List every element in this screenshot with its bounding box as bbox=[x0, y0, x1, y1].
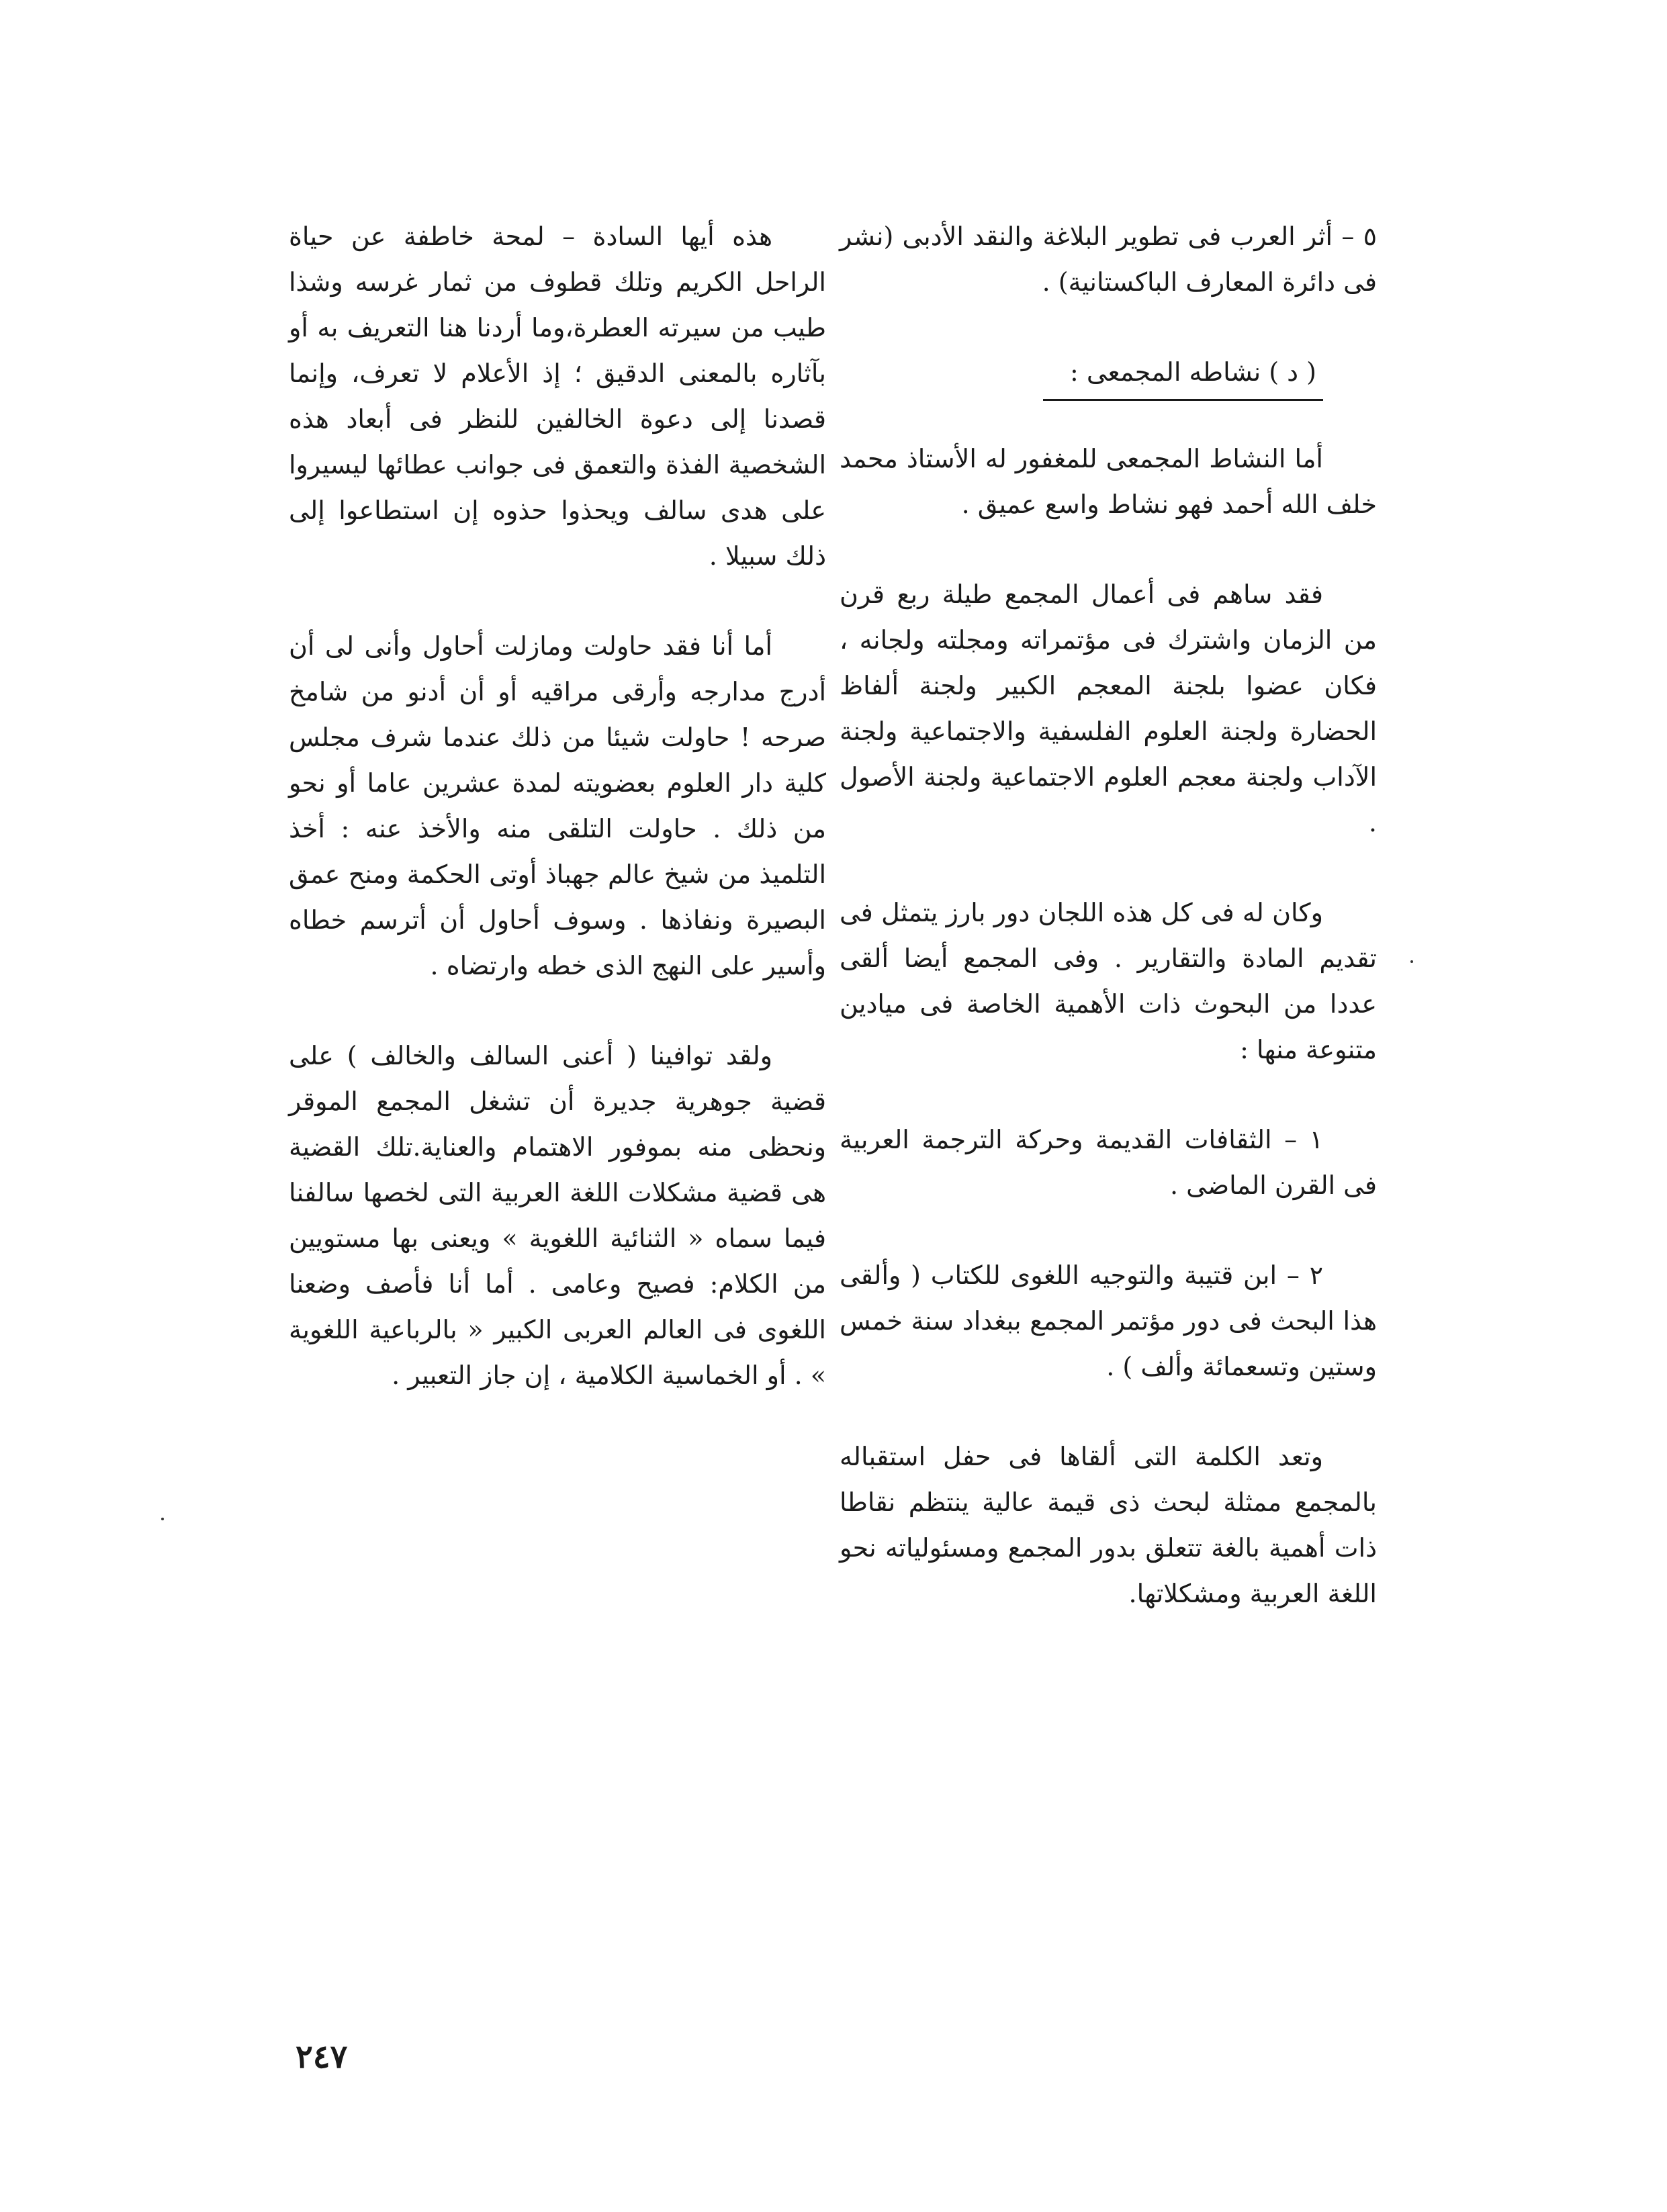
scan-speck bbox=[161, 1518, 164, 1520]
right-column bbox=[840, 214, 1377, 1661]
section-heading-wrap bbox=[840, 349, 1377, 401]
list-item-5: ٥ – أثر العرب فى تطوير البلاغة والنقد الأدبى (نشر فى دائرة المعارف الباكستانية) . bbox=[840, 222, 1377, 297]
left-column bbox=[289, 214, 826, 1442]
paragraph: فقد ساهم فى أعمال المجمع طيلة ربع قرن من الزمان واشترك فى مؤتمراته ومجلته ولجانه ، فكان عضوا بلجنة المعجم الكبير ولجنة ألفاظ الحضارة ولجنة العلوم الفلسفية والاجتماعية ولجنة الآداب ولجنة معجم العلوم الاجتماعية ولجنة الأصول . bbox=[840, 580, 1377, 837]
paragraph: أما أنا فقد حاولت ومازلت أحاول وأنى لى أن أدرج مدارجه وأرقى مراقيه أو أن أدنو من شامخ صرحه ! حاولت شيئا من ذلك عندما شرف مجلس كلية دار العلوم بعضويته لمدة عشرين عاما أو نحو من ذلك . حاولت التلقى منه والأخذ عنه : أخذ التلميذ من شيخ عالم جهباذ أوتى الحكمة ومنح عمق البصيرة ونفاذها . وسوف أحاول أن أترسم خطاه وأسير على النهج الذى خطه وارتضاه . bbox=[289, 631, 826, 980]
section-heading: ( د ) نشاطه المجمعى : bbox=[1043, 349, 1323, 401]
paragraph: أما النشاط المجمعى للمغفور له الأستاذ محمد خلف الله أحمد فهو نشاط واسع عميق . bbox=[840, 444, 1377, 519]
page-number: ٢٤٧ bbox=[296, 2038, 348, 2076]
paragraph: وتعد الكلمة التى ألقاها فى حفل استقباله بالمجمع ممثلة لبحث ذى قيمة عالية ينتظم نقاطا ذات أهمية بالغة تتعلق بدور المجمع ومسئولياته نحو اللغة العربية ومشكلاتها. bbox=[840, 1442, 1377, 1608]
paragraph: وكان له فى كل هذه اللجان دور بارز يتمثل فى تقديم المادة والتقارير . وفى المجمع أيضا ألقى عددا من البحوث ذات الأهمية الخاصة فى ميادين متنوعة منها : bbox=[840, 898, 1377, 1064]
paragraph: هذه أيها السادة – لمحة خاطفة عن حياة الراحل الكريم وتلك قطوف من ثمار غرسه وشذا طيب من سيرته العطرة،وما أردنا هنا التعريف به أو بآثاره بالمعنى الدقيق ؛ إذ الأعلام لا تعرف، وإنما قصدنا إلى دعوة الخالفين للنظر فى أبعاد هذه الشخصية الفذة والتعمق فى جوانب عطائها ليسيروا على هدى سالف ويحذوا حذوه إن استطاعوا إلى ذلك سبيلا . bbox=[289, 222, 826, 571]
list-item-1: ١ – الثقافات القديمة وحركة الترجمة العربية فى القرن الماضى . bbox=[840, 1125, 1377, 1200]
list-item-2: ٢ – ابن قتيبة والتوجيه اللغوى للكتاب ( وألقى هذا البحث فى دور مؤتمر المجمع ببغداد سنة خمس وستين وتسعمائة وألف ) . bbox=[840, 1260, 1377, 1381]
paragraph: ولقد توافينا ( أعنى السالف والخالف ) على قضية جوهرية جديرة أن تشغل المجمع الموقر ونحظى منه بموفور الاهتمام والعناية.تلك القضية هى قضية مشكلات اللغة العربية التى لخصها سالفنا فيما سماه « الثنائية اللغوية » ويعنى بها مستويين من الكلام: فصيح وعامى . أما أنا فأصف وضعنا اللغوى فى العالم العربى الكبير « بالرباعية اللغوية » . أو الخماسية الكلامية ، إن جاز التعبير . bbox=[289, 1041, 827, 1390]
scan-speck bbox=[1410, 960, 1413, 963]
